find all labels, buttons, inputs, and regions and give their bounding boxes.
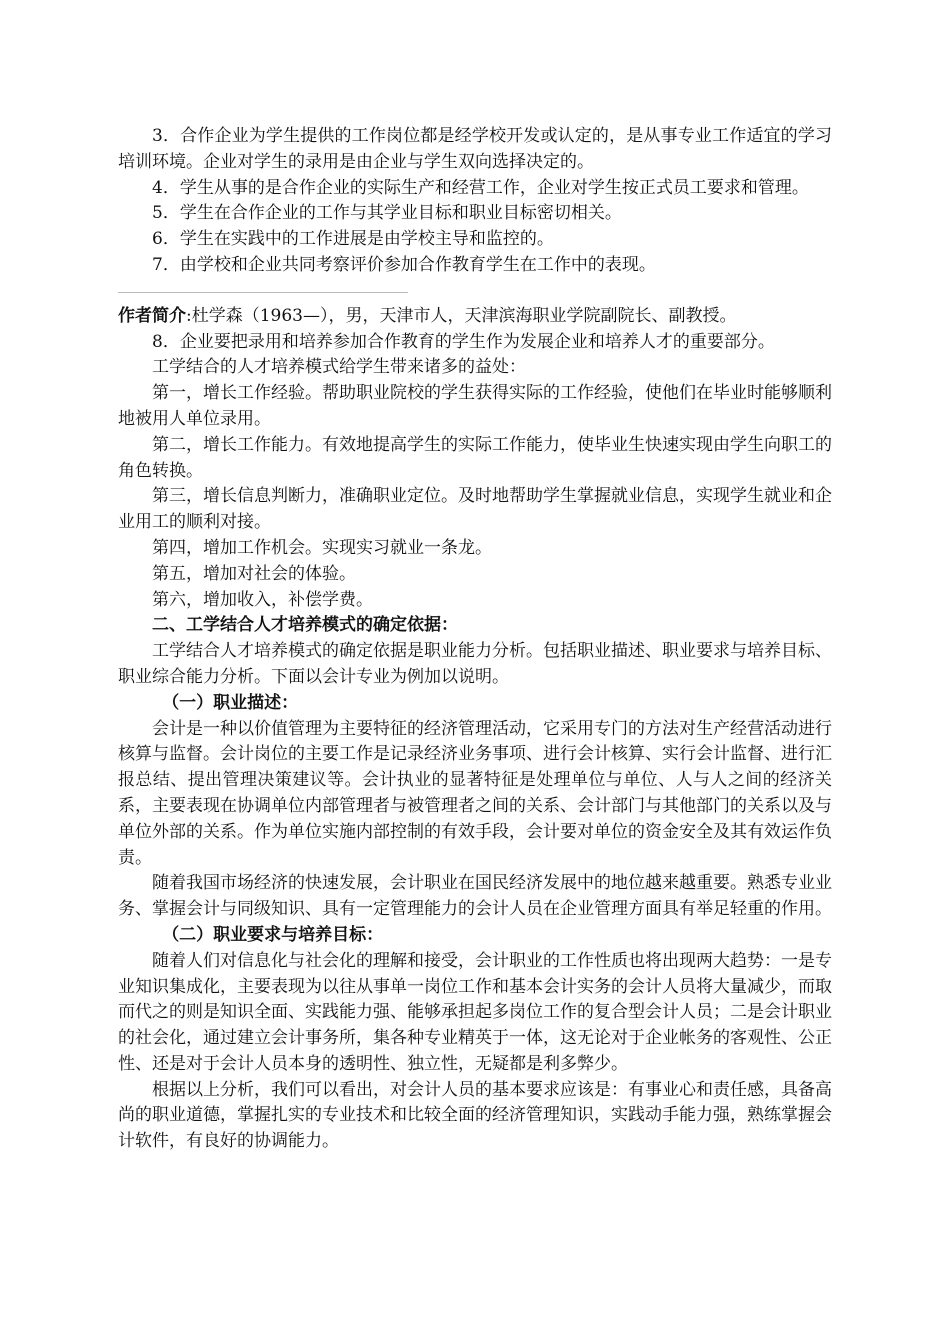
- section-2-intro: 工学结合人才培养模式的确定依据是职业能力分析。包括职业描述、职业要求与培养目标、职业综合能力分析。下面以会计专业为例加以说明。: [118, 641, 832, 687]
- benefit-3: 第三，增长信息判断力，准确职业定位。及时地帮助学生掌握就业信息，实现学生就业和企业用工的顺利对接。: [118, 486, 832, 533]
- document-page: [118, 124, 832, 1155]
- paragraph-item-5: 5．学生在合作企业的工作与其学业目标和职业目标密切相关。: [152, 203, 622, 224]
- author-note-label: 作者简介: [118, 305, 186, 326]
- benefits-intro: 工学结合的人才培养模式给学生带来诸多的益处：: [152, 357, 526, 378]
- subsection-1-paragraph-2: 随着我国市场经济的快速发展，会计职业在国民经济发展中的地位越来越重要。熟悉专业业务、掌握会计与同级知识、具有一定管理能力的会计人员在企业管理方面具有举足轻重的作用。: [118, 873, 832, 920]
- subsection-2-paragraph-1: 随着人们对信息化与社会化的理解和接受，会计职业的工作性质也将出现两大趋势：一是专业知识集成化，主要表现为以往从事单一岗位工作和基本会计实务的会计人员将大量减少，而取而代之的则是知识全面、实践能力强、能够承担起多岗位工作的复合型会计人员；二是会计职业的社会化，通过建立会计事务所，集各种专业精英于一体，这无论对于企业帐务的客观性、公正性、还是对于会计人员本身的透明性、独立性，无疑都是利多弊少。: [118, 950, 832, 1074]
- benefit-6: 第六，增加收入，补偿学费。: [152, 589, 373, 610]
- subsection-1-heading: （一）职业描述：: [162, 692, 299, 713]
- benefit-4: 第四，增加工作机会。实现实习就业一条龙。: [152, 537, 492, 558]
- paragraph-item-6: 6．学生在实践中的工作进展是由学校主导和监控的。: [152, 229, 554, 250]
- subsection-2-paragraph-2: 根据以上分析，我们可以看出，对会计人员的基本要求应该是：有事业心和责任感，具备高尚的职业道德，掌握扎实的专业技术和比较全面的经济管理知识，实践动手能力强，熟练掌握会计软件，有良好的协调能力。: [118, 1079, 832, 1152]
- subsection-1-paragraph-1: 会计是一种以价值管理为主要特征的经济管理活动，它采用专门的方法对生产经营活动进行核算与监督。会计岗位的主要工作是记录经济业务事项、进行会计核算、实行会计监督、进行汇报总结、提出管理决策建议等。会计执业的显著特征是处理单位与单位、人与人之间的经济关系，主要表现在协调单位内部管理者与被管理者之间的关系、会计部门与其他部门的关系以及与单位外部的关系。作为单位实施内部控制的有效手段，会计要对单位的资金安全及其有效运作负责。: [118, 718, 832, 868]
- benefit-2: 第二，增长工作能力。有效地提高学生的实际工作能力，使毕业生快速实现由学生向职工的角色转换。: [118, 434, 832, 481]
- paragraph-item-7: 7．由学校和企业共同考察评价参加合作教育学生在工作中的表现。: [152, 254, 656, 275]
- paragraph-item-4: 4．学生从事的是合作企业的实际生产和经营工作，企业对学生按正式员工要求和管理。: [152, 177, 809, 198]
- benefit-1: 第一，增长工作经验。帮助职业院校的学生获得实际的工作经验，使他们在毕业时能够顺利地被用人单位录用。: [118, 383, 832, 429]
- author-note-text: :杜学森（1963—），男，天津市人，天津滨海职业学院副院长、副教授。: [186, 305, 737, 326]
- benefit-5: 第五，增加对社会的体验。: [152, 563, 356, 584]
- paragraph-item-8: 8．企业要把录用和培养参加合作教育的学生作为发展企业和培养人才的重要部分。: [152, 331, 775, 352]
- footnote-divider: [118, 292, 408, 293]
- author-note: [118, 304, 832, 330]
- subsection-2-heading: （二）职业要求与培养目标：: [162, 924, 384, 945]
- section-2-heading: 二、工学结合人才培养模式的确定依据：: [152, 615, 458, 636]
- paragraph-item-3: 3．合作企业为学生提供的工作岗位都是经学校开发或认定的，是从事专业工作适宜的学习培训环境。企业对学生的录用是由企业与学生双向选择决定的。: [118, 126, 832, 172]
